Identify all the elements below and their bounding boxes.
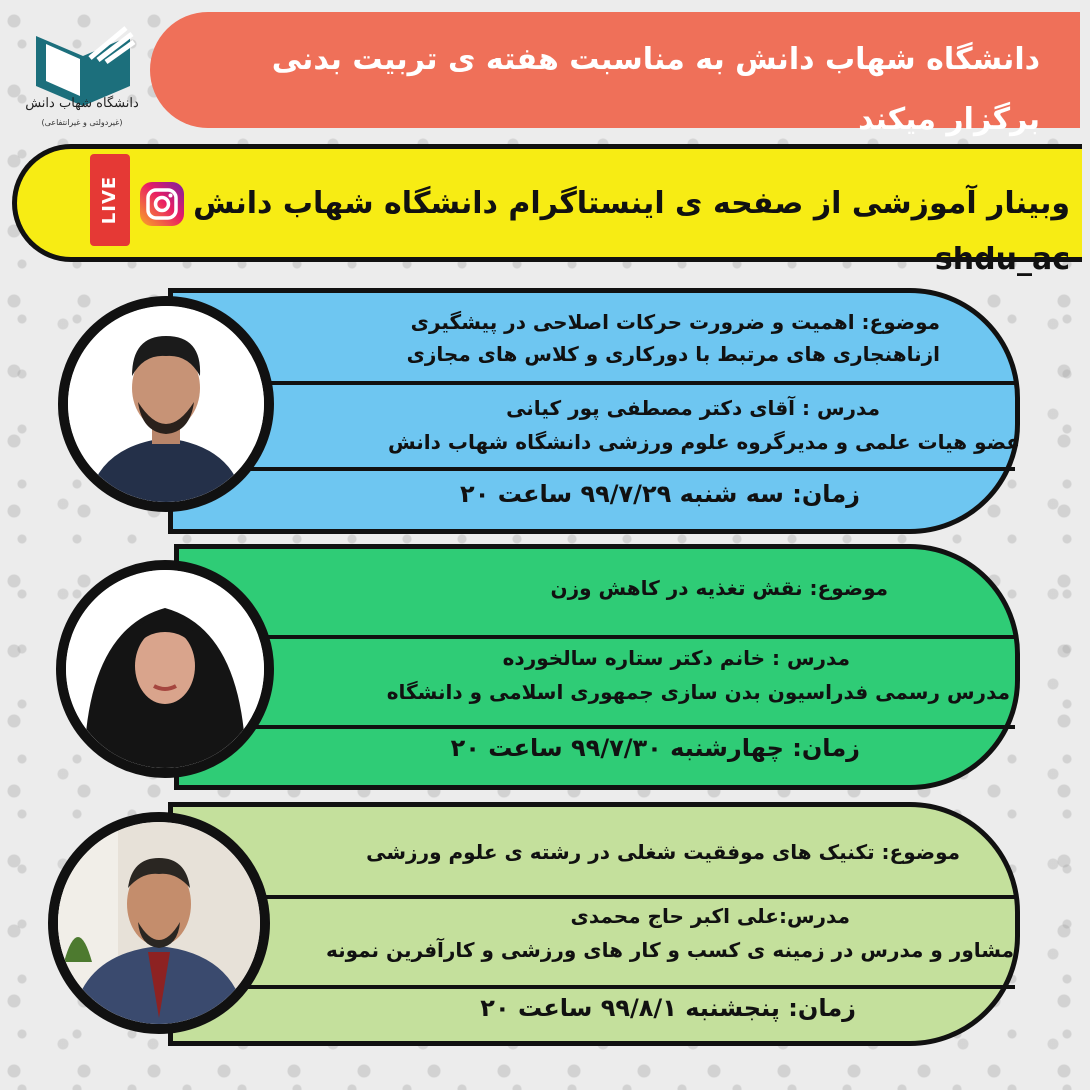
webinar-2-time: زمان: چهارشنبه ۹۹/۷/۳۰ ساعت ۲۰ <box>450 734 860 762</box>
live-label: LIVE <box>99 175 120 225</box>
logo-subtext: (غیردولتی و غیرانتفاعی) <box>41 118 123 127</box>
webinar-3-role: مشاور و مدرس در زمینه ی کسب و کار های ورزشی و کارآفرین نمونه <box>325 938 1014 962</box>
banner-title <box>188 176 1070 277</box>
speaker-2-photo <box>56 560 274 778</box>
speaker-1-photo <box>58 296 274 512</box>
webinar-2-teacher: مدرس : خانم دکتر ستاره سالخورده <box>502 646 850 670</box>
instagram-handle: shdu_ac <box>934 242 1070 277</box>
webinar-3-time: زمان: پنجشنبه ۹۹/۸/۱ ساعت ۲۰ <box>480 994 856 1022</box>
logo-text: دانشگاه شهاب دانش <box>25 96 139 111</box>
webinar-1-teacher: مدرس : آقای دکتر مصطفی پور کیانی <box>506 396 880 420</box>
webinar-2-topic: موضوع: نقش تغذیه در کاهش وزن <box>550 576 888 600</box>
instagram-icon <box>140 182 184 226</box>
speaker-3-photo <box>48 812 270 1034</box>
webinar-1-topic-line2: ازناهنجاری های مرتبط با دورکاری و کلاس های مجازی <box>406 342 940 366</box>
webinar-1-topic-line1: موضوع: اهمیت و ضرورت حرکات اصلاحی در پیشگیری <box>410 310 940 334</box>
banner-title-text: وبینار آموزشی از صفحه ی اینستاگرام دانشگاه شهاب دانش <box>193 186 1070 221</box>
webinar-3-teacher: مدرس:علی اکبر حاج محمدی <box>570 904 850 928</box>
webinar-3-topic: موضوع: تکنیک های موفقیت شغلی در رشته ی علوم ورزشی <box>366 840 960 864</box>
university-logo-icon <box>28 14 138 134</box>
webinar-2-role: مدرس رسمی فدراسیون بدن سازی جمهوری اسلامی و دانشگاه <box>386 680 1010 704</box>
webinar-1-role: عضو هیات علمی و مدیرگروه علوم ورزشی دانشگاه شهاب دانش <box>387 430 1020 454</box>
header-title: دانشگاه شهاب دانش به مناسبت هفته ی تربیت بدنی برگزار میکند <box>271 42 1040 137</box>
webinar-1-time: زمان: سه شنبه ۹۹/۷/۲۹ ساعت ۲۰ <box>460 480 860 508</box>
